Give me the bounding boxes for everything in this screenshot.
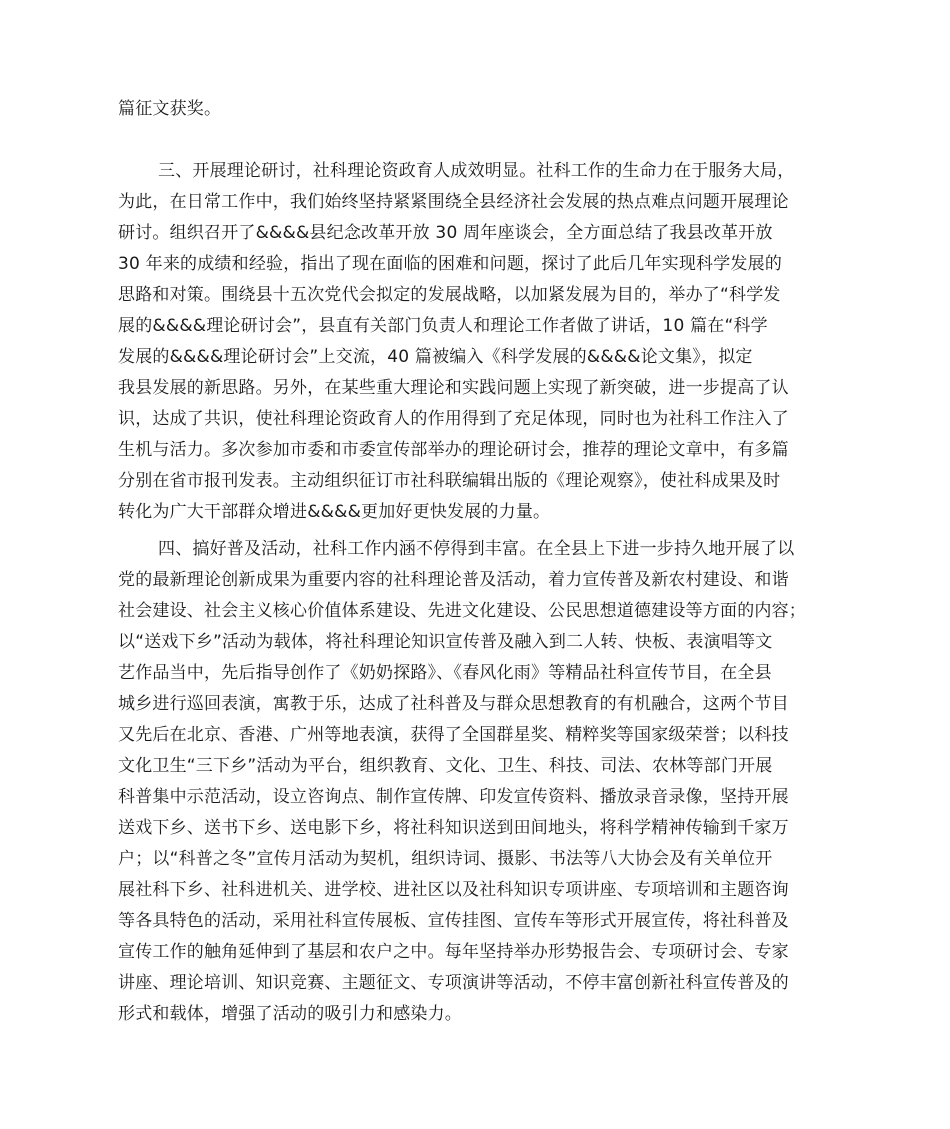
text-line: 形式和载体，增强了活动的吸引力和感染力。	[118, 1004, 462, 1024]
text-line: 讲座、理论培训、知识竞赛、主题征文、专项演讲等活动，不停丰富创新社科宣传普及的	[118, 973, 789, 993]
text-line: 展社科下乡、社科进机关、进学校、进社区以及社科知识专项讲座、专项培训和主题咨询	[118, 880, 789, 900]
text-line: 转化为广大干部群众增进&&&&更加好更快发展的力量。	[118, 502, 551, 522]
text-line: 文化卫生“三下乡”活动为平台，组织教育、文化、卫生、科技、司法、农林等部门开展	[118, 756, 773, 776]
text-line: 30 年来的成绩和经验，指出了现在面临的困难和问题，探讨了此后几年实现科学发展的	[118, 254, 783, 274]
text-line: 社会建设、社会主义核心价值体系建设、先进文化建设、公民思想道德建设等方面的内容；	[118, 601, 806, 621]
text-line: 以“送戏下乡”活动为载体，将社科理论知识宣传普及融入到二人转、快板、表演唱等文	[118, 632, 773, 652]
paragraph-section-three	[118, 156, 834, 528]
text-line: 我县发展的新思路。另外，在某些重大理论和实践问题上实现了新突破，进一步提高了认	[118, 378, 789, 398]
text-line: 展的&&&&理论研讨会”，县直有关部门负责人和理论工作者做了讲话，10 篇在“科学	[118, 316, 768, 336]
text-line: 发展的&&&&理论研讨会”上交流，40 篇被编入《科学发展的&&&&论文集》，拟定	[118, 347, 753, 367]
text-line: 城乡进行巡回表演，寓教于乐，达成了社科普及与群众思想教育的有机融合，这两个节目	[118, 694, 789, 714]
text-line: 分别在省市报刊发表。主动组织征订市社科联编辑出版的《理论观察》，使社科成果及时	[118, 471, 781, 491]
text-line: 识，达成了共识，使社科理论资政育人的作用得到了充足体现，同时也为社科工作注入了	[118, 409, 789, 429]
paragraph-continuation	[118, 94, 834, 125]
text-line: 等各具特色的活动，采用社科宣传展板、宣传挂图、宣传车等形式开展宣传，将社科普及	[118, 911, 789, 931]
text-line: 篇征文获奖。	[118, 99, 222, 119]
text-line: 三、开展理论研讨，社科理论资政育人成效明显。社科工作的生命力在于服务大局，	[158, 161, 795, 181]
text-line: 研讨。组织召开了&&&&县纪念改革开放 30 周年座谈会，全方面总结了我县改革开放	[118, 223, 773, 243]
text-line: 思路和对策。围绕县十五次党代会拟定的发展战略，以加紧发展为目的，举办了“科学发	[118, 285, 781, 305]
text-line: 送戏下乡、送书下乡、送电影下乡，将社科知识送到田间地头，将科学精神传输到千家万	[118, 818, 789, 838]
text-line: 科普集中示范活动，设立咨询点、制作宣传牌、印发宣传资料、播放录音录像，坚持开展	[118, 787, 789, 807]
text-line: 党的最新理论创新成果为重要内容的社科理论普及活动，着力宣传普及新农村建设、和谐	[118, 570, 789, 590]
text-line: 又先后在北京、香港、广州等地表演，获得了全国群星奖、精粹奖等国家级荣誉；以科技	[118, 725, 789, 745]
text-line: 为此，在日常工作中，我们始终坚持紧紧围绕全县经济社会发展的热点难点问题开展理论	[118, 192, 789, 212]
text-line: 艺作品当中，先后指导创作了《奶奶探路》、《春风化雨》等精品社科宣传节目，在全县	[118, 663, 772, 683]
text-line: 生机与活力。多次参加市委和市委宣传部举办的理论研讨会，推荐的理论文章中，有多篇	[118, 440, 789, 460]
paragraph-section-four	[118, 534, 834, 1030]
text-line: 四、搞好普及活动，社科工作内涵不停得到丰富。在全县上下进一步持久地开展了以	[158, 539, 795, 559]
text-line: 宣传工作的触角延伸到了基层和农户之中。每年坚持举办形势报告会、专项研讨会、专家	[118, 942, 789, 962]
text-line: 户；以“科普之冬”宣传月活动为契机，组织诗词、摄影、书法等八大协会及有关单位开	[118, 849, 773, 869]
